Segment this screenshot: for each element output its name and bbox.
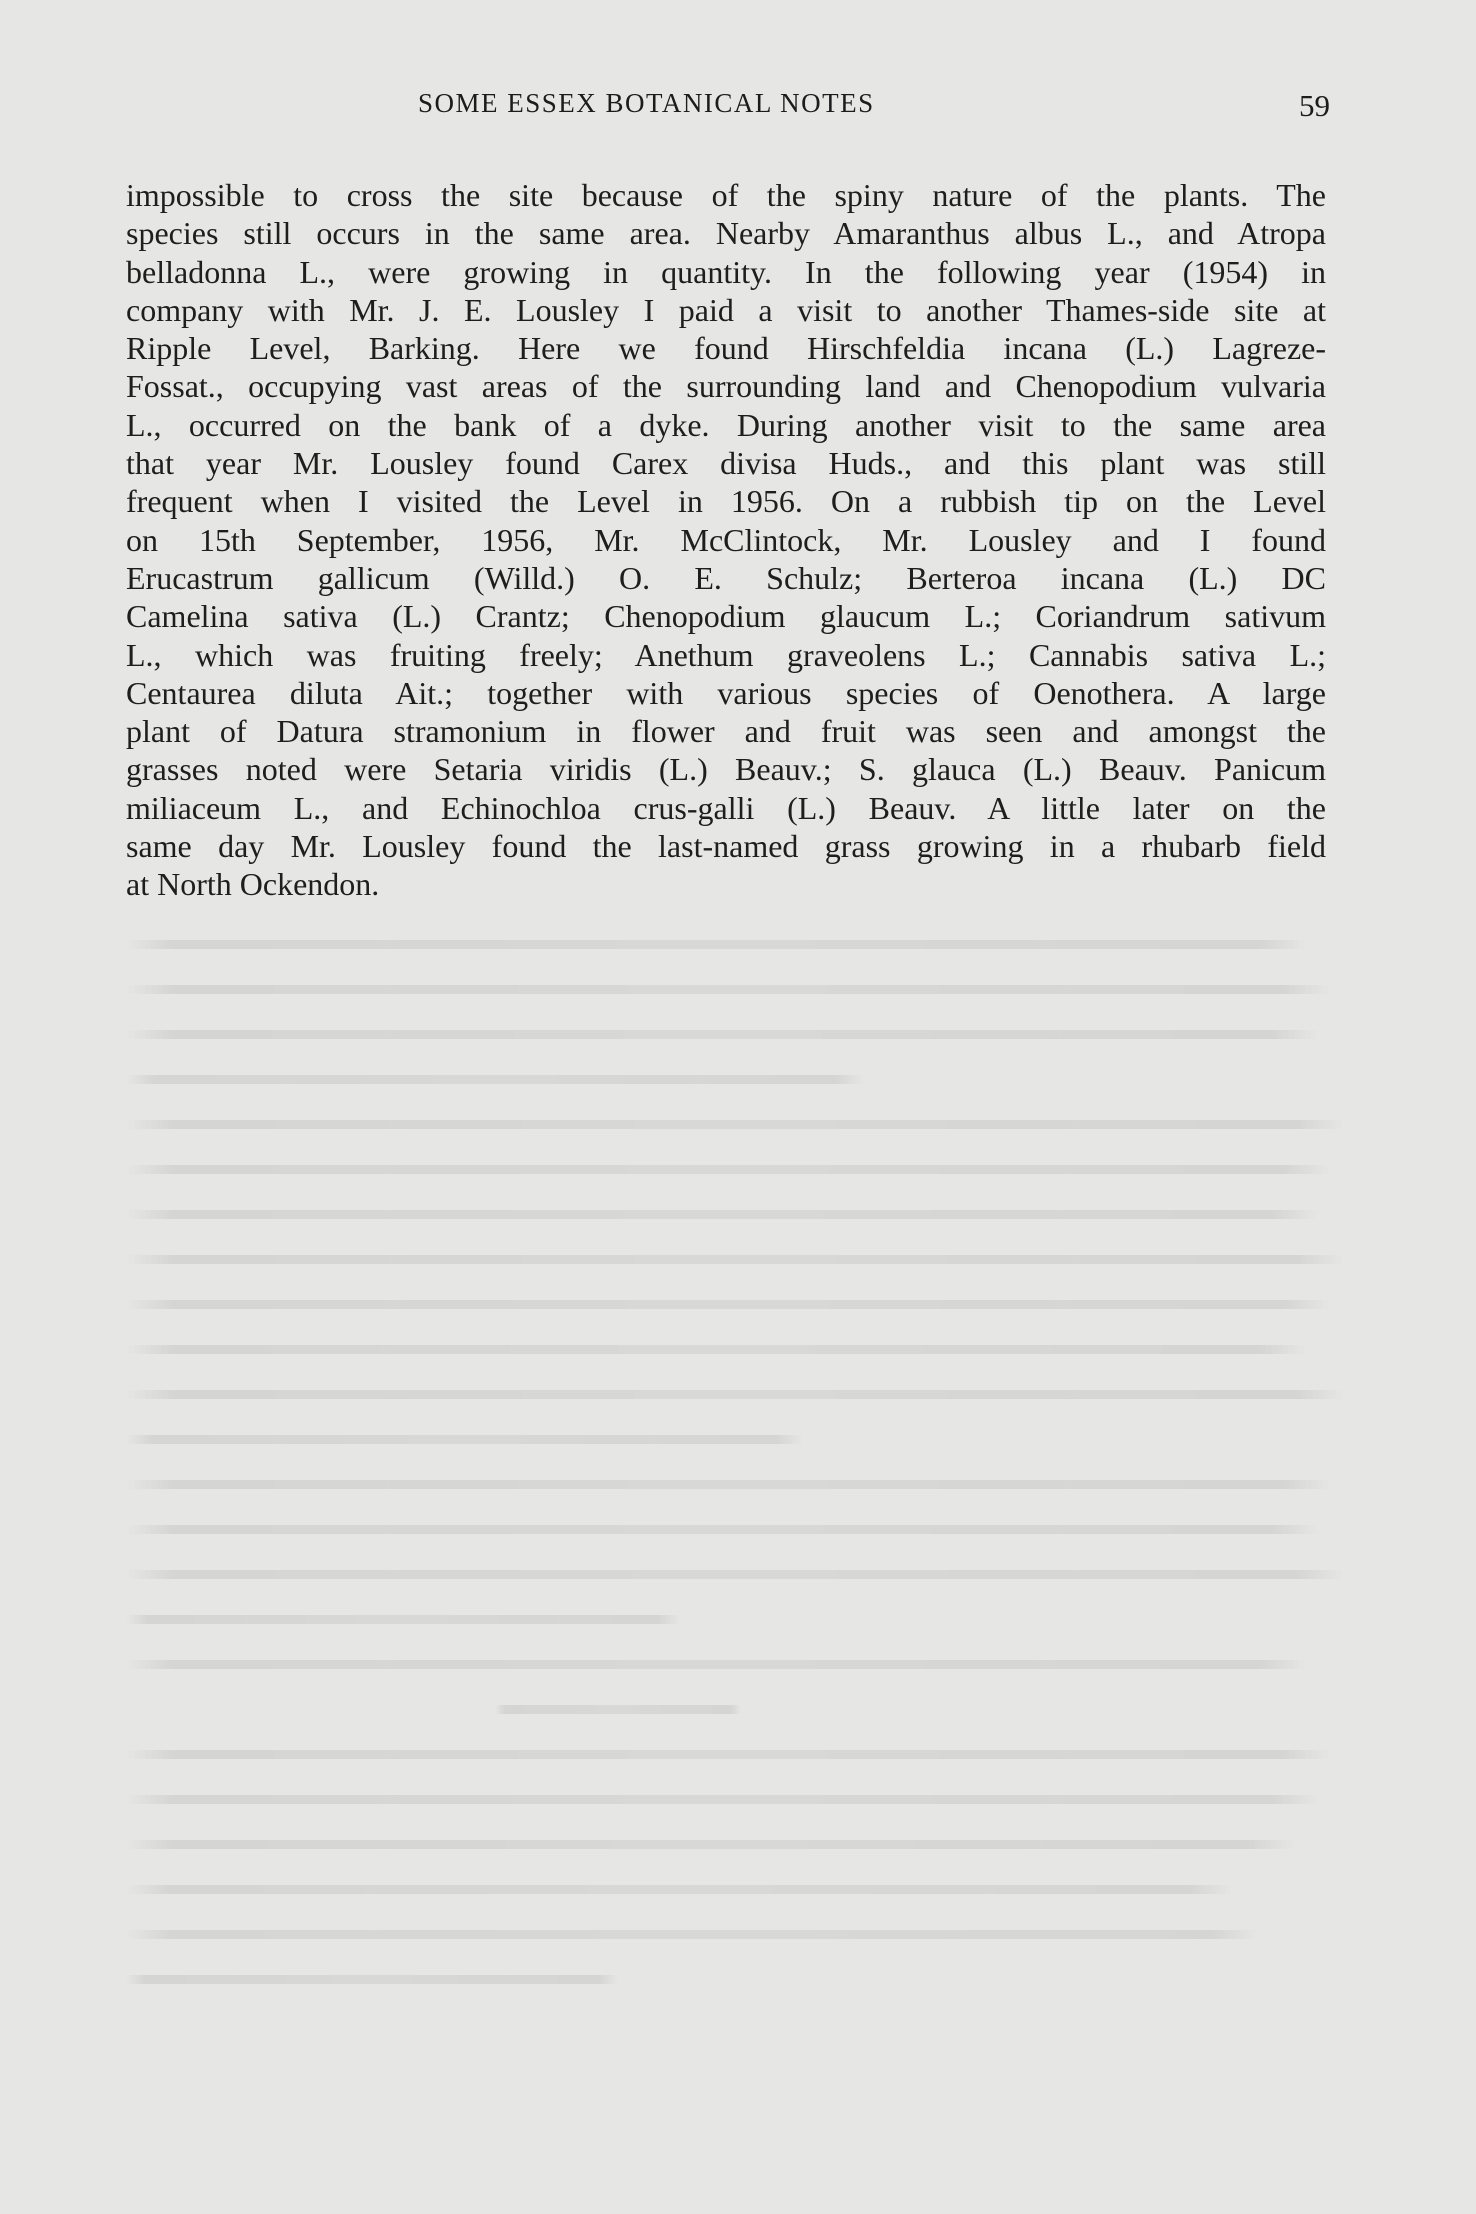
text-line: plant of Datura stramonium in flower and fruit was seen and amongst the bbox=[126, 713, 1326, 750]
body-paragraph bbox=[126, 176, 1326, 904]
text-line: grasses noted were Setaria viridis (L.) Beauv.; S. glauca (L.) Beauv. Panicum bbox=[126, 751, 1326, 788]
page-header bbox=[0, 88, 1476, 128]
text-line: Erucastrum gallicum (Willd.) O. E. Schulz; Berteroa incana (L.) DC bbox=[126, 559, 1326, 596]
text-line: company with Mr. J. E. Lousley I paid a visit to another Thames-side site at bbox=[126, 291, 1326, 328]
text-line: Centaurea diluta Ait.; together with various species of Oenothera. A large bbox=[126, 674, 1326, 711]
text-line: L., occurred on the bank of a dyke. During another visit to the same area bbox=[126, 406, 1326, 443]
text-line: belladonna L., were growing in quantity. In the following year (1954) in bbox=[126, 253, 1326, 290]
text-line: at North Ockendon. bbox=[126, 866, 380, 903]
text-line: impossible to cross the site because of the spiny nature of the plants. The bbox=[126, 177, 1326, 213]
page-number: 59 bbox=[1299, 88, 1330, 123]
text-line: that year Mr. Lousley found Carex divisa Huds., and this plant was still bbox=[126, 445, 1326, 482]
text-line: Fossat., occupying vast areas of the surrounding land and Chenopodium vulvaria bbox=[126, 368, 1326, 405]
running-title: SOME ESSEX BOTANICAL NOTES bbox=[418, 88, 875, 118]
text-line: same day Mr. Lousley found the last-named grass growing in a rhubarb field bbox=[126, 828, 1326, 865]
text-line: frequent when I visited the Level in 1956. On a rubbish tip on the Level bbox=[126, 483, 1326, 520]
text-line: miliaceum L., and Echinochloa crus-galli (L.) Beauv. A little later on the bbox=[126, 789, 1326, 826]
text-line: on 15th September, 1956, Mr. McClintock, Mr. Lousley and I found bbox=[126, 521, 1326, 558]
text-line: Ripple Level, Barking. Here we found Hirschfeldia incana (L.) Lagreze- bbox=[126, 330, 1326, 367]
text-line: Camelina sativa (L.) Crantz; Chenopodium glaucum L.; Coriandrum sativum bbox=[126, 598, 1326, 635]
show-through-texture bbox=[126, 940, 1356, 2090]
text-line: L., which was fruiting freely; Anethum graveolens L.; Cannabis sativa L.; bbox=[126, 636, 1326, 673]
text-line: species still occurs in the same area. Nearby Amaranthus albus L., and Atropa bbox=[126, 215, 1326, 252]
